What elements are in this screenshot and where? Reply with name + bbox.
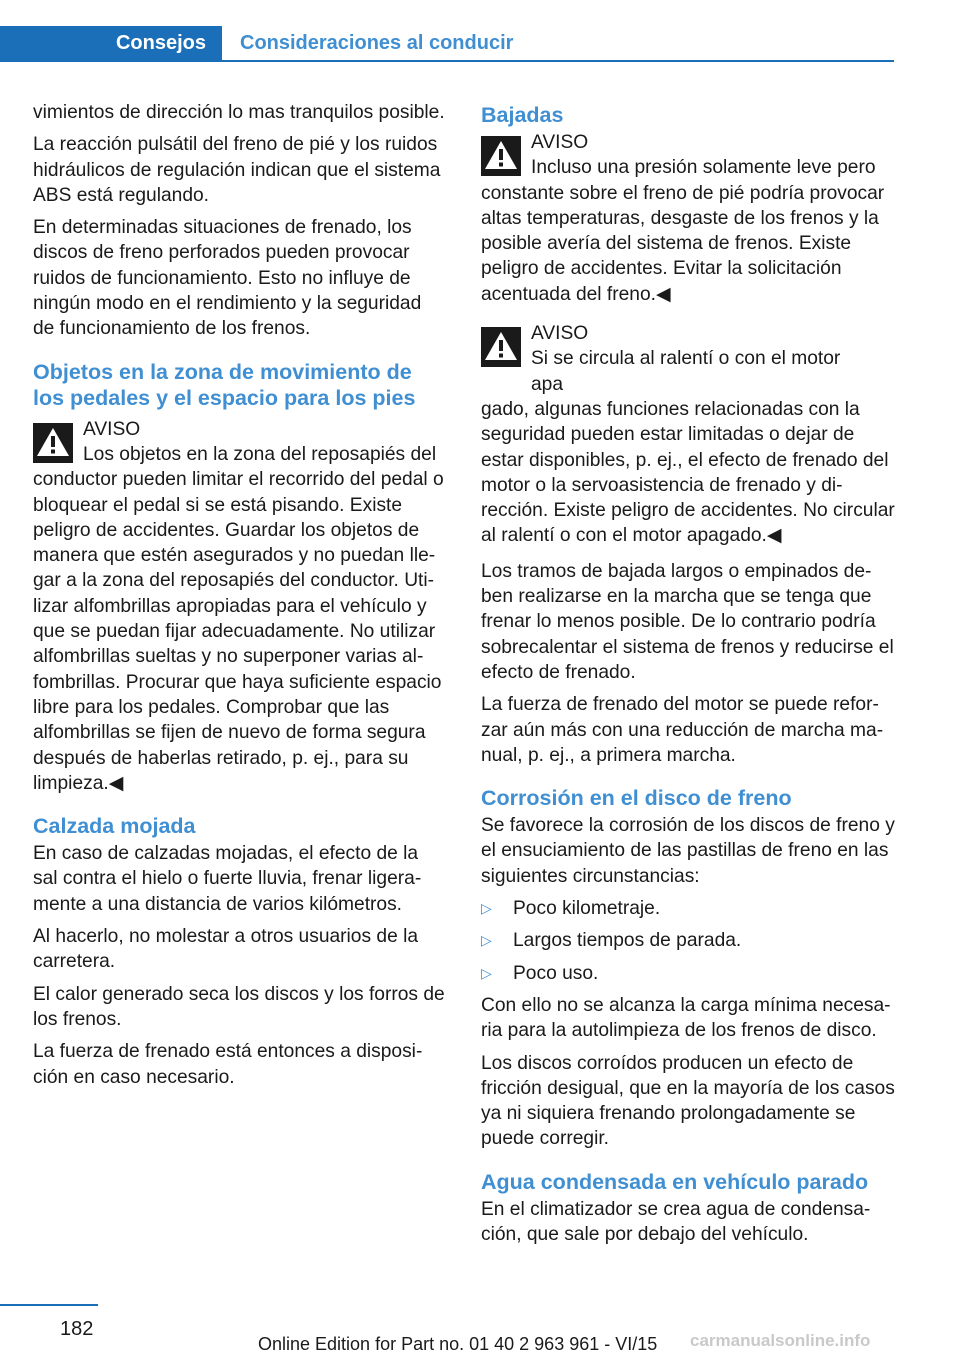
watermark: carmanualsonline.info (690, 1331, 871, 1350)
paragraph: Con ello no se alcanza la carga mínima necesaria para la autolimpieza de los frenos de disco. (481, 994, 891, 1042)
paragraph: vimientos de dirección lo mas tranquilos posible. (33, 102, 445, 123)
warning-block (33, 417, 447, 796)
paragraph: Los discos corroídos producen un efecto de fricción desigual, que en la mayoría de los casos ya ni siquiera frenando prolongadamente se puede corregir. (481, 1052, 895, 1150)
warning-triangle-icon (481, 136, 521, 176)
list-item-text: Poco kilometraje. (513, 898, 661, 920)
list-item (481, 896, 895, 921)
heading-calzada-mojada: Calzada mojada (33, 814, 196, 839)
paragraph: Los tramos de bajada largos o empinados deben realizarse en la marcha que se tenga que frenar lo menos posible. De lo contrario podría sobrecalentar el sistema de frenos y reducirse el efecto de frenado. (481, 560, 894, 683)
bullet-list (481, 896, 895, 986)
list-item (481, 961, 895, 986)
warning-title: AVISO (531, 132, 589, 153)
paragraph: La reacción pulsátil del freno de pié y los ruidos hidráulicos de regulación indican que el sistema ABS está regulando. (33, 134, 441, 206)
paragraph: En caso de calzadas mojadas, el efecto de la sal contra el hielo o fuerte lluvia, frenar ligeramente a una distancia de varios kilómetros. (33, 843, 422, 915)
paragraph: El calor generado seca los discos y los forros de los frenos. (33, 983, 445, 1030)
bullet-triangle-icon: ▷ (481, 900, 492, 917)
warning-block (481, 130, 895, 307)
list-item (481, 928, 895, 953)
chapter-title: Consideraciones al conducir (240, 31, 514, 54)
section-tab-label: Consejos (115, 31, 206, 54)
footer-rule (0, 1304, 98, 1306)
paragraph: La fuerza de frenado del motor se puede reforzar aún más con una reducción de marcha manual, p. ej., a primera marcha. (481, 694, 884, 766)
paragraph: En determinadas situaciones de frenado, los discos de freno perforados pueden provocar ruidos de funcionamiento. Esto no influye de ningún modo en el rendimiento y la seguridad de funcionamiento de los frenos. (33, 217, 422, 340)
paragraph: En el climatizador se crea agua de condensación, que sale por debajo del vehículo. (481, 1198, 871, 1245)
warning-title: AVISO (531, 323, 589, 345)
bullet-triangle-icon: ▷ (481, 932, 492, 949)
warning-text: conductor pueden limitar el recorrido del pedal o bloquear el pedal si se está pisando. Existe peligro de accidentes. Guardar los objetos de manera que estén asegurados y no puedan llegar a la zona del reposapiés del conductor. Utilizar alfombrillas apropiadas para el vehículo y que se puedan fijar adecuadamente. No utilizar alfombrillas sueltas y no superponer varias alfombrillas. Procurar que haya suficiente espacio libre para los pedales. Comprobar que las alfombrillas se fijen de nuevo de forma segura después de haberlas retirado, p. ej., para su limpieza.◀ (33, 469, 444, 794)
right-column (481, 100, 895, 1254)
edition-info: Online Edition for Part no. 01 40 2 963 961 - VI/15 (258, 1334, 658, 1354)
section-tab-consejos (0, 26, 222, 60)
warning-text: Los objetos en la zona del reposapiés del (83, 443, 437, 465)
page-number: 182 (60, 1318, 94, 1340)
heading-objetos: Objetos en la zona de movimiento de los pedales y el espacio para los pies (33, 359, 416, 410)
warning-block (481, 321, 895, 549)
warning-text: Si se circula al ralentí o con el motor apa (531, 348, 841, 395)
warning-triangle-icon (481, 327, 521, 367)
list-item-text: Poco uso. (513, 962, 599, 984)
heading-agua-condensada: Agua condensada en vehículo parado (481, 1169, 869, 1194)
bullet-triangle-icon: ▷ (481, 964, 492, 981)
warning-triangle-icon (33, 423, 73, 463)
left-column (33, 100, 447, 1097)
list-item-text: Largos tiempos de parada. (513, 930, 742, 952)
warning-title: AVISO (83, 418, 141, 440)
heading-corrosion: Corrosión en el disco de freno (481, 786, 792, 811)
warning-text: constante sobre el freno de pié podría provocar altas temperaturas, desgaste de los frenos y la posible avería del sistema de frenos. Existe peligro de accidentes. Evitar la solicitación acentuada del freno.◀ (481, 182, 885, 305)
warning-text: gado, algunas funciones relacionadas con la seguridad pueden estar limitadas o dejar de estar disponibles, p. ej., el efecto de frenado del motor o la servoasistencia de frenado y dirección. Existe peligro de accidentes. No circular al ralentí o con el motor apagado.◀ (481, 398, 895, 547)
page-header (0, 26, 894, 62)
paragraph: La fuerza de frenado está entonces a disposición en caso necesario. (33, 1041, 423, 1088)
paragraph: Al hacerlo, no molestar a otros usuarios de la carretera. (33, 926, 419, 973)
warning-text: Incluso una presión solamente leve pero (531, 157, 876, 179)
heading-bajadas: Bajadas (481, 103, 564, 127)
paragraph: Se favorece la corrosión de los discos de freno y el ensuciamiento de las pastillas de freno en las siguientes circunstancias: (481, 815, 895, 887)
